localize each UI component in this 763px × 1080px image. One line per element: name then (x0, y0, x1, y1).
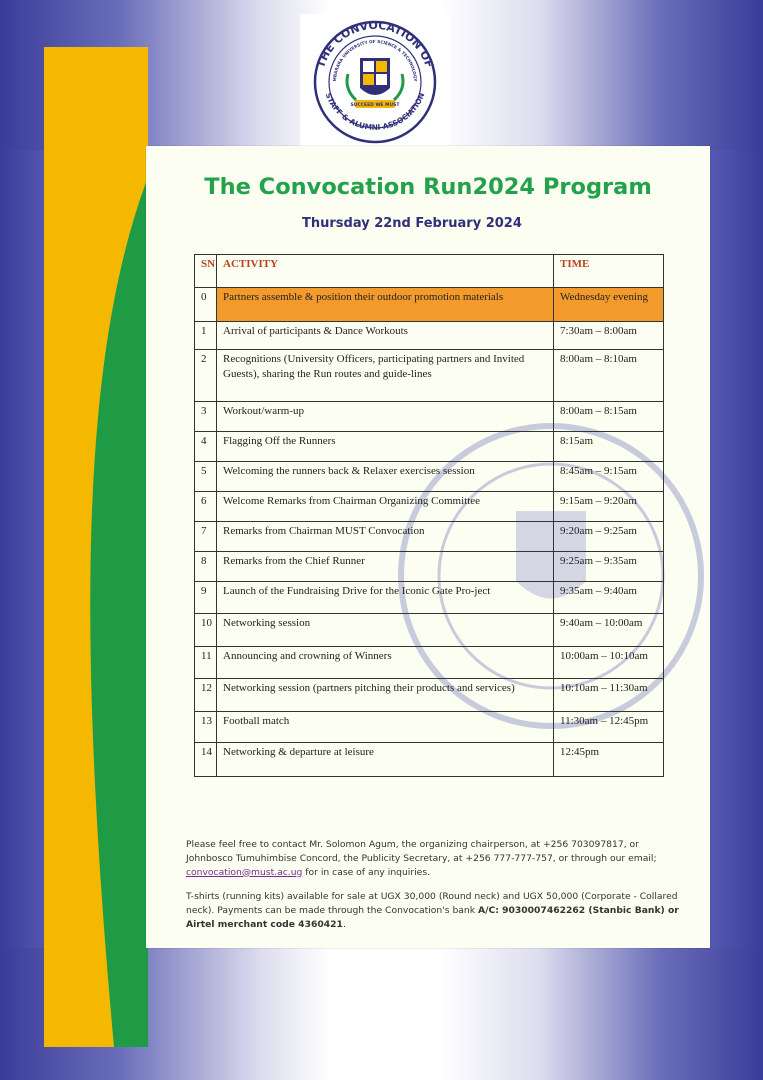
table-row (195, 322, 664, 350)
row-time: 10:10am – 11:30am (554, 679, 664, 712)
table-header-row (195, 255, 664, 288)
row-activity: Launch of the Fundraising Drive for the Iconic Gate Pro-ject (217, 582, 554, 614)
logo-ring-top-text: THE CONVOCATION OF (314, 18, 436, 70)
header-time: TIME (554, 255, 664, 288)
email-link[interactable]: convocation@must.ac.ug (186, 866, 303, 878)
row-sn: 7 (195, 522, 217, 552)
row-time: Wednesday evening (554, 288, 664, 322)
table-row (195, 743, 664, 777)
row-time: 12:45pm (554, 743, 664, 777)
footer-notes (186, 838, 686, 943)
row-sn: 9 (195, 582, 217, 614)
row-time: 8:00am – 8:15am (554, 402, 664, 432)
row-sn: 2 (195, 350, 217, 402)
row-sn: 5 (195, 462, 217, 492)
row-time: 8:45am – 9:15am (554, 462, 664, 492)
row-time: 9:20am – 9:25am (554, 522, 664, 552)
row-activity: Announcing and crowning of Winners (217, 647, 554, 679)
table-row (195, 712, 664, 743)
table-row (195, 288, 664, 322)
row-sn: 3 (195, 402, 217, 432)
row-sn: 4 (195, 432, 217, 462)
row-activity: Remarks from the Chief Runner (217, 552, 554, 582)
row-sn: 6 (195, 492, 217, 522)
program-date: Thursday 22nd February 2024 (302, 216, 522, 231)
header-sn: SN (195, 255, 217, 288)
row-time: 11:30am – 12:45pm (554, 712, 664, 743)
row-activity: Welcoming the runners back & Relaxer exercises session (217, 462, 554, 492)
table-row (195, 432, 664, 462)
row-activity: Remarks from Chairman MUST Convocation (217, 522, 554, 552)
row-time: 10:00am – 10:10am (554, 647, 664, 679)
table-row (195, 552, 664, 582)
row-activity: Football match (217, 712, 554, 743)
row-sn: 0 (195, 288, 217, 322)
program-panel (146, 146, 710, 948)
row-sn: 8 (195, 552, 217, 582)
logo-box (300, 14, 450, 148)
convocation-logo (300, 14, 450, 148)
row-time: 9:35am – 9:40am (554, 582, 664, 614)
row-sn: 11 (195, 647, 217, 679)
row-sn: 10 (195, 614, 217, 647)
contact-suffix: for in case of any inquiries. (302, 866, 431, 878)
header-activity: ACTIVITY (217, 255, 554, 288)
table-row (195, 462, 664, 492)
program-table (194, 254, 664, 777)
row-activity: Flagging Off the Runners (217, 432, 554, 462)
table-row (195, 647, 664, 679)
row-sn: 13 (195, 712, 217, 743)
row-sn: 14 (195, 743, 217, 777)
row-time: 9:40am – 10:00am (554, 614, 664, 647)
tshirt-period: . (342, 918, 346, 930)
row-sn: 1 (195, 322, 217, 350)
table-row (195, 350, 664, 402)
row-activity: Networking session (217, 614, 554, 647)
table-row (195, 402, 664, 432)
table-row (195, 582, 664, 614)
row-activity: Workout/warm-up (217, 402, 554, 432)
row-activity: Networking session (partners pitching their products and services) (217, 679, 554, 712)
row-activity: Partners assemble & position their outdoor promotion materials (217, 288, 554, 322)
table-row (195, 614, 664, 647)
side-decorative-stripes (44, 47, 148, 1047)
row-activity: Networking & departure at leisure (217, 743, 554, 777)
row-time: 7:30am – 8:00am (554, 322, 664, 350)
contact-paragraph (186, 838, 686, 879)
table-row (195, 679, 664, 712)
table-row (195, 522, 664, 552)
row-activity: Welcome Remarks from Chairman Organizing Committee (217, 492, 554, 522)
tshirt-paragraph (186, 890, 686, 931)
contact-text: Please feel free to contact Mr. Solomon Agum, the organizing chairperson, at +256 703097817, or Johnbosco Tumuhimbise Concord, the Publicity Secretary, at +256 777-777-757, or through our email; (186, 839, 657, 864)
bank-details: A/C: 9030007462262 (Stanbic Bank) or Airtel merchant code 4360421 (186, 905, 679, 930)
row-time: 8:15am (554, 432, 664, 462)
logo-ring-bottom-text: STAFF & ALUMNI ASSOCIATION (323, 91, 427, 132)
table-row (195, 492, 664, 522)
logo-ring-inner-text: MBARARA UNIVERSITY OF SCIENCE & TECHNOLOGY (331, 38, 419, 82)
row-activity: Recognitions (University Officers, participating partners and Invited Guests), sharing the Run routes and guide-lines (217, 350, 554, 402)
tshirt-text: T-shirts (running kits) available for sale at UGX 30,000 (Round neck) and UGX 50,000 (Corporate - Collared neck). Payments can be made through the Convocation's bank (186, 891, 678, 917)
row-sn: 12 (195, 679, 217, 712)
row-time: 8:00am – 8:10am (554, 350, 664, 402)
program-title: The Convocation Run2024 Program (204, 174, 652, 200)
logo-motto: SUCCEED WE MUST (350, 103, 400, 108)
row-time: 9:15am – 9:20am (554, 492, 664, 522)
row-activity: Arrival of participants & Dance Workouts (217, 322, 554, 350)
row-time: 9:25am – 9:35am (554, 552, 664, 582)
